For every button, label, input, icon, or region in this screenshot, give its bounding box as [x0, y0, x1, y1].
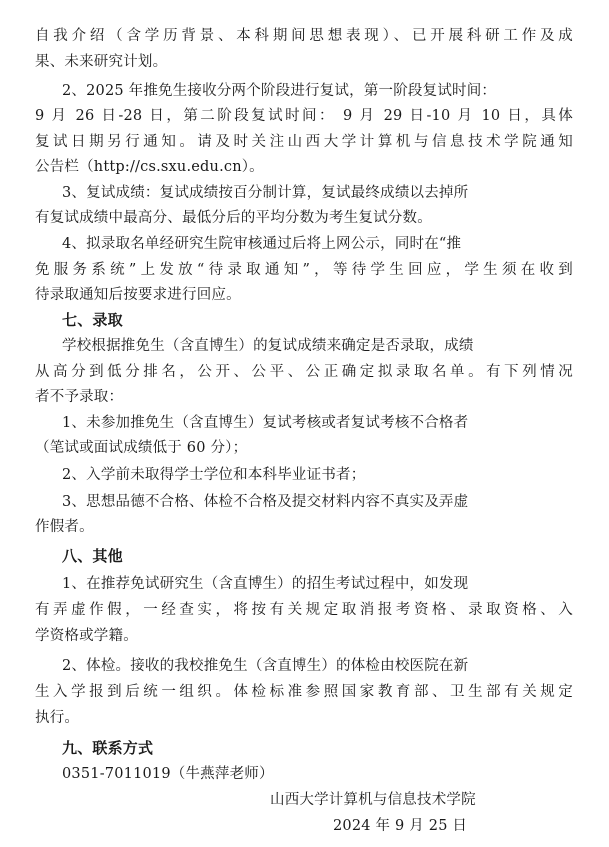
text-line: 1、未参加推免生（含直博生）复试考核或者复试考核不合格者	[62, 415, 469, 431]
text-line: 待录取通知后按要求进行回应。	[35, 287, 241, 303]
text-line: 果、未来研究计划。	[35, 54, 168, 70]
section-heading-contact: 九、联系方式	[62, 739, 154, 757]
text-line: （笔试或面试成绩低于 60 分）；	[35, 440, 248, 456]
text-line: 自我介绍（含学历背景、本科期间思想表现）、已开展科研工作及成	[35, 28, 573, 44]
text-line: 3、思想品德不合格、体检不合格及提交材料内容不真实及弄虚	[62, 494, 469, 510]
text-line: 生入学报到后统一组织。体检标准参照国家教育部、卫生部有关规定	[35, 684, 573, 700]
text-line: 作假者。	[35, 519, 94, 535]
section-heading-admission: 七、录取	[62, 311, 123, 329]
text-line: 9 月 26 日-28 日，第二阶段复试时间： 9 月 29 日-10 月 10 日，具体	[35, 108, 573, 124]
text-line: 者不予录取：	[35, 389, 124, 405]
text-line: 免服务系统”上发放“待录取通知”，等待学生回应，学生须在收到	[35, 262, 573, 278]
text-line: 3、复试成绩：复试成绩按百分制计算，复试最终成绩以去掉所	[62, 185, 469, 201]
text-line: 1、在推荐免试研究生（含直博生）的招生考试过程中，如发现	[62, 576, 469, 592]
text-line: 执行。	[35, 710, 80, 726]
text-line: 学资格或学籍。	[35, 628, 138, 644]
text-line: 2、入学前未取得学士学位和本科毕业证书者；	[62, 467, 366, 483]
text-line: 有弄虚作假，一经查实，将按有关规定取消报考资格、录取资格、入	[35, 602, 573, 618]
text-line: 4、拟录取名单经研究生院审核通过后将上网公示，同时在“推	[62, 236, 462, 252]
section-heading-other: 八、其他	[62, 547, 123, 565]
text-line: 从高分到低分排名，公开、公平、公正确定拟录取名单。有下列情况	[35, 364, 573, 380]
signature-institution: 山西大学计算机与信息技术学院	[270, 792, 476, 808]
text-line: 2、2025 年推免生接收分两个阶段进行复试，第一阶段复试时间：	[62, 83, 497, 99]
text-line: 有复试成绩中最高分、最低分后的平均分数为考生复试分数。	[35, 210, 432, 226]
text-line: 2、体检。接收的我校推免生（含直博生）的体检由校医院在新	[62, 658, 469, 674]
signature-date: 2024 年 9 月 25 日	[333, 818, 468, 834]
text-line: 学校根据推免生（含直博生）的复试成绩来确定是否录取，成绩	[62, 338, 474, 354]
text-line: 复试日期另行通知。请及时关注山西大学计算机与信息技术学院通知	[35, 134, 573, 150]
text-line: 公告栏（http://cs.sxu.edu.cn）。	[35, 159, 264, 175]
contact-phone: 0351-7011019（牛燕萍老师）	[62, 766, 274, 782]
